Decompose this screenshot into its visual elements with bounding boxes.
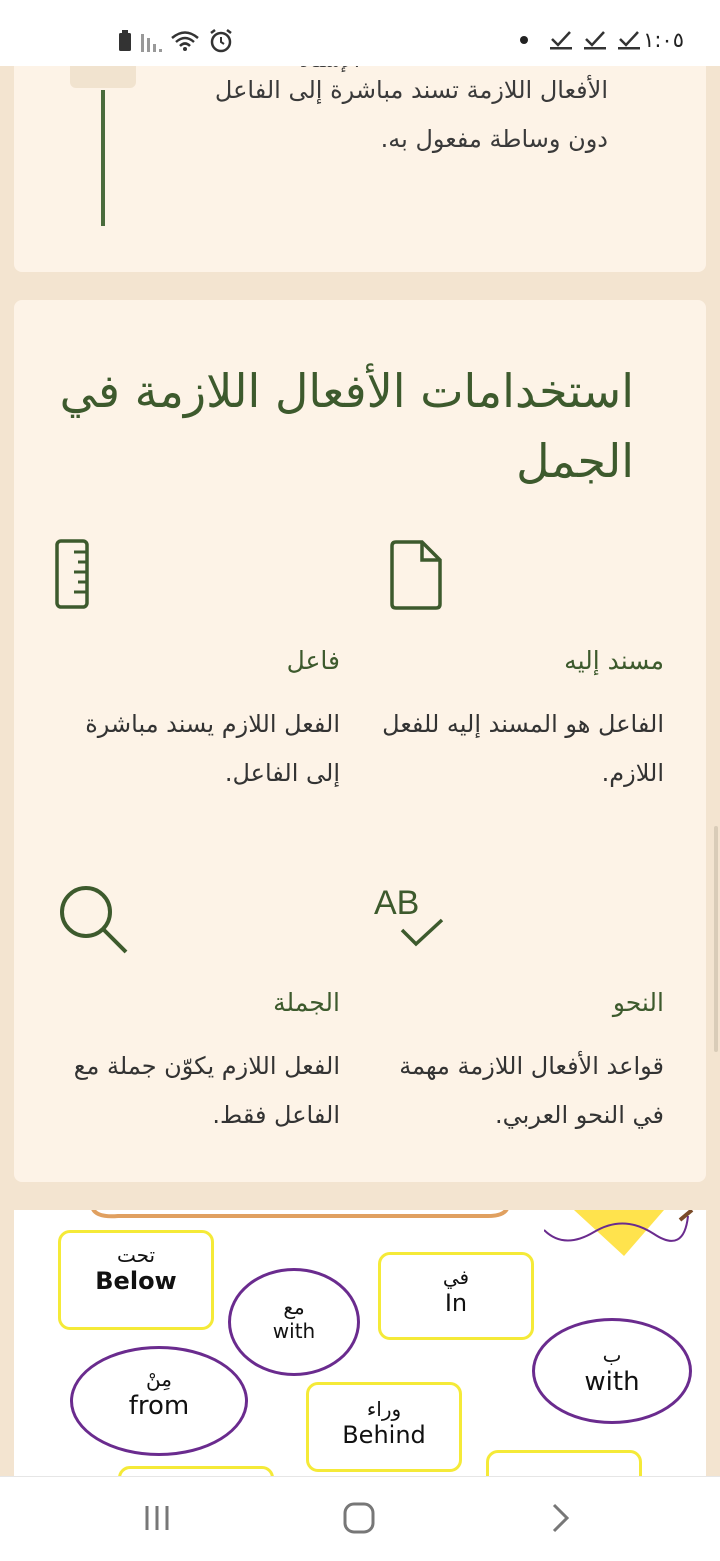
check-icon [550,30,572,50]
status-time: ١:٠٥ [643,28,684,52]
spellcheck-icon [374,884,446,954]
feature-description: الفاعل هو المسند إليه للفعل اللازم. [382,710,664,787]
feature-title: مسند إليه [564,646,664,675]
search-icon [58,884,130,956]
preposition-english: Behind [342,1421,426,1449]
feature-description: قواعد الأفعال اللازمة مهمة في النحو العربي. [399,1052,664,1129]
scrollbar[interactable] [714,826,718,1052]
document-icon [388,538,444,612]
feature-description: الفعل اللازم يسند مباشرة إلى الفاعل. [85,710,340,787]
preposition-card [532,1318,692,1424]
alarm-icon [208,28,234,54]
preposition-english: In [444,1289,468,1317]
feature-item [374,884,664,1164]
feature-item [50,884,340,1164]
preposition-arabic: مع [283,1295,305,1319]
timeline-step-text: الأفعال اللازمة تسند مباشرة إلى الفاعل دون وساطة مفعول به. [214,76,608,153]
pencil-icon [544,1210,704,1260]
preposition-card [306,1382,462,1472]
feature-title: الجملة [273,988,340,1017]
feature-item [374,538,664,818]
status-left-icons [118,28,234,54]
check-icon [618,30,640,50]
dot-icon [520,36,528,44]
preposition-arabic: ب [602,1343,622,1367]
preposition-english: with [272,1319,316,1343]
feature-title: فاعل [286,646,340,675]
timeline-line [101,90,105,226]
preposition-card [228,1268,360,1376]
preposition-arabic: في [442,1265,470,1289]
home-icon[interactable] [342,1501,376,1535]
preposition-english: Below [95,1267,177,1295]
preposition-arabic: وراء [366,1397,402,1421]
battery-icon [118,30,132,52]
recent-apps-icon[interactable] [142,1503,172,1533]
check-icon [584,30,606,50]
prepositions-image [14,1210,706,1480]
back-icon[interactable] [548,1501,572,1535]
preposition-english: with [584,1367,640,1397]
ruler-icon [54,538,94,612]
preposition-english: from [128,1391,190,1421]
feature-description: الفعل اللازم يكوّن جملة مع الفاعل فقط. [73,1052,340,1129]
feature-title: النحو [612,988,664,1017]
section-title: استخدامات الأفعال اللازمة في الجمل [59,364,634,488]
preposition-arabic: تحت [116,1243,156,1267]
feature-item [50,538,340,818]
preposition-card [70,1346,248,1456]
decorative-frame [88,1210,518,1224]
preposition-card [58,1230,214,1330]
preposition-card [378,1252,534,1340]
navigation-bar [0,1476,720,1561]
wifi-icon [170,30,200,52]
spellcheck-icon-text: AB [374,884,420,922]
preposition-arabic: مِنْ [146,1367,172,1391]
signal-icon [140,30,162,52]
status-bar [0,0,720,66]
status-right-icons [520,30,640,50]
